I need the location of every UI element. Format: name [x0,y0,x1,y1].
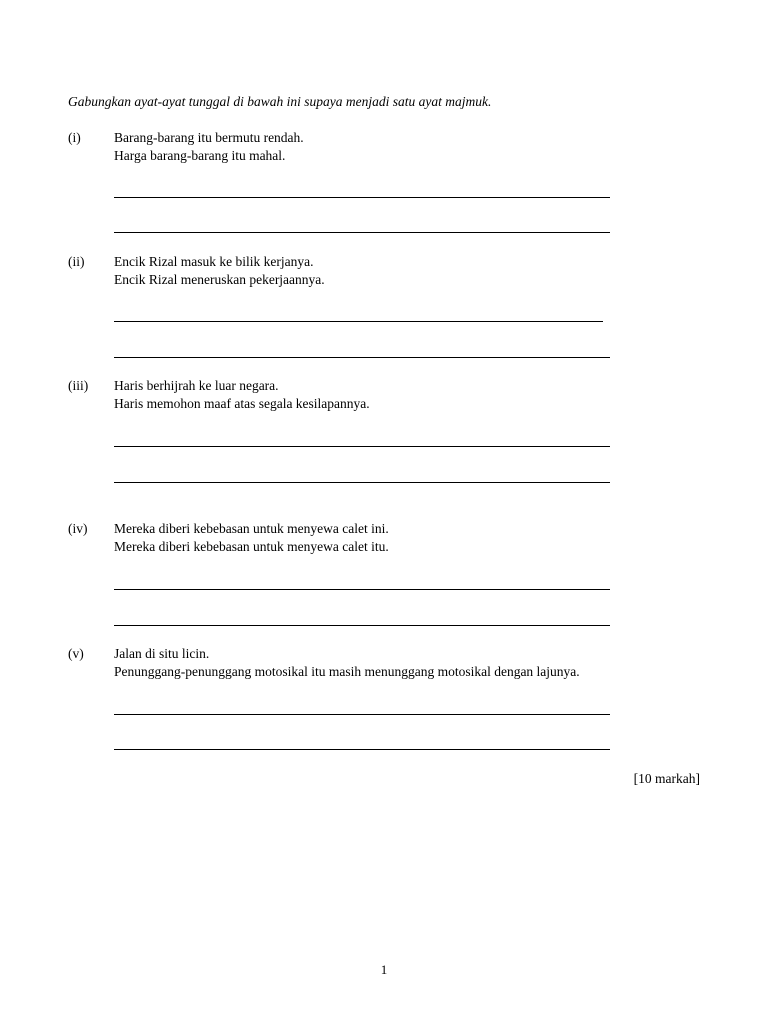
question-number: (ii) [68,254,85,269]
question-sentence-1: Jalan di situ licin. [114,646,210,661]
question-text [114,520,389,556]
question-text [114,645,580,681]
answer-line[interactable] [114,482,610,483]
instruction-text: Gabungkan ayat-ayat tunggal di bawah ini supaya menjadi satu ayat majmuk. [68,94,492,109]
question-sentence-2: Haris memohon maaf atas segala kesilapannya. [114,396,370,411]
answer-line[interactable] [114,625,610,626]
question-sentence-2: Harga barang-barang itu mahal. [114,148,286,163]
answer-line[interactable] [114,357,610,358]
answer-line[interactable] [114,321,603,322]
question-sentence-1: Mereka diberi kebebasan untuk menyewa calet ini. [114,521,389,536]
answer-line[interactable] [114,749,610,750]
question-sentence-2: Mereka diberi kebebasan untuk menyewa calet itu. [114,539,389,554]
question-sentence-1: Haris berhijrah ke luar negara. [114,378,279,393]
page-number: 1 [380,962,388,977]
question-number: (iii) [68,378,89,393]
answer-line[interactable] [114,589,610,590]
question-number: (iv) [68,521,88,536]
question-number: (i) [68,130,81,145]
question-sentence-2: Encik Rizal meneruskan pekerjaannya. [114,272,325,287]
total-marks: [10 markah] [633,771,700,786]
question-sentence-2: Penunggang-penunggang motosikal itu masih menunggang motosikal dengan lajunya. [114,664,580,679]
answer-line[interactable] [114,714,610,715]
answer-line[interactable] [114,197,610,198]
answer-line[interactable] [114,446,610,447]
question-number: (v) [68,646,84,661]
question-text [114,253,325,289]
question-text [114,129,304,165]
question-sentence-1: Barang-barang itu bermutu rendah. [114,130,304,145]
question-sentence-1: Encik Rizal masuk ke bilik kerjanya. [114,254,314,269]
answer-line[interactable] [114,232,610,233]
question-text [114,377,370,413]
